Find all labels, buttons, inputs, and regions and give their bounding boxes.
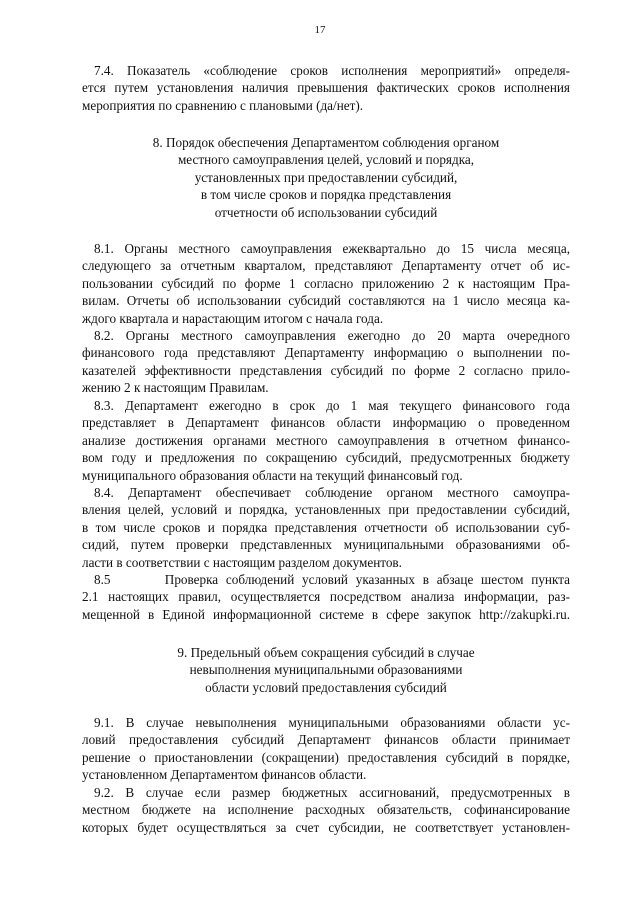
text-line: вления целей, условий и порядка, установленных при предоставлении субсидий, <box>82 502 570 518</box>
page-number: 17 <box>314 24 326 36</box>
text-line: ласти в соответствии с настоящим разделом документов. <box>82 554 402 570</box>
text-line: решение о приостановлении (сокращении) предоставления субсидий в порядке, <box>82 749 570 765</box>
heading-line: области условий предоставления субсидий <box>205 679 447 695</box>
paragraph-9-2 <box>82 784 570 836</box>
paragraph-8-5 <box>82 571 570 623</box>
text-line: которых будет осуществляться за счет субсидии, не соответствует установлен- <box>82 819 570 835</box>
text-line: финансового года представляют Департаменту информацию о выполнении по- <box>82 345 570 361</box>
text-line: в том числе сроков и порядка представления отчетности об использовании суб- <box>82 519 570 535</box>
paragraph-8-3 <box>82 397 570 484</box>
text-line: мещенной в Единой информационной системе в сфере закупок http://zakupki.ru. <box>82 606 570 622</box>
text-line: муниципального образования области на текущий финансовый год. <box>82 467 463 483</box>
text-line: ждого квартала и нарастающим итогом с начала года. <box>82 310 384 326</box>
text-line: установленном Департаментом финансов области. <box>82 767 367 783</box>
paragraph-9-1 <box>82 714 570 784</box>
heading-line: 9. Предельный объем сокращения субсидий в случае <box>177 645 475 660</box>
heading-line: местного самоуправления целей, условий и порядка, <box>177 152 475 168</box>
text-line: 9.1. В случае невыполнения муниципальными образованиями области ус- <box>94 715 570 730</box>
text-line: 8.4. Департамент обеспечивает соблюдение органом местного самоупра- <box>94 485 570 500</box>
section-9-heading <box>82 644 570 696</box>
text-line: 8.1. Органы местного самоуправления ежеквартально до 15 числа месяца, <box>94 241 570 256</box>
paragraph-8-4 <box>82 484 570 571</box>
text-line: мероприятия по сравнению с плановыми (да/нет). <box>82 97 364 113</box>
heading-line: 8. Порядок обеспечения Департаментом соблюдения органом <box>152 135 500 150</box>
text-line: 9.2. В случае если размер бюджетных ассигнований, предусмотренных в <box>94 785 570 800</box>
paragraph-7-4 <box>82 62 570 114</box>
paragraph-8-2 <box>82 327 570 397</box>
text-line: 8.3. Департамент ежегодно в срок до 1 мая текущего финансового года <box>94 398 570 413</box>
heading-line: невыполнения муниципальными образованиями <box>189 662 463 678</box>
text-line: пользовании субсидий по форме 1 согласно приложению 2 к настоящим Пра- <box>82 275 570 291</box>
text-line: 8.5 Проверка соблюдений условий указанных в абзаце шестом пункта <box>94 572 570 587</box>
paragraph-8-1 <box>82 240 570 327</box>
text-line: анализе достижения органами местного самоуправления в отчетном финансо- <box>82 432 570 448</box>
text-line: следующего за отчетным кварталом, представляют Департаменту отчет об ис- <box>82 258 570 274</box>
text-line: представляет в Департамент финансов области информацию о проведенном <box>82 415 570 431</box>
text-line: местном бюджете на исполнение расходных обязательств, софинансирование <box>82 802 570 818</box>
text-line: вом году и предложения по сокращению субсидий, предусмотренных бюджету <box>82 450 570 466</box>
text-line: 7.4. Показатель «соблюдение сроков исполнения мероприятий» определя- <box>94 63 570 78</box>
text-line: ется путем установления наличия превышения фактических сроков исполнения <box>82 80 570 96</box>
text-line: вилам. Отчеты об использовании субсидий составляются на 1 число месяца ка- <box>82 293 570 309</box>
heading-line: отчетности об использовании субсидий <box>214 204 438 220</box>
text-line: 8.2. Органы местного самоуправления ежегодно до 20 марта очередного <box>94 328 570 343</box>
heading-line: в том числе сроков и порядка представления <box>200 187 452 203</box>
heading-line: установленных при предоставлении субсидий, <box>194 169 458 185</box>
section-8-heading <box>82 134 570 221</box>
text-line: казателей эффективности представления субсидий по форме 2 согласно прило- <box>82 362 570 378</box>
text-line: 2.1 настоящих правил, осуществляется посредством анализа информации, раз- <box>82 589 570 605</box>
text-line: ловий предоставления субсидий Департамент финансов области принимает <box>82 732 570 748</box>
text-line: сидий, путем проверки представленных муниципальными образованиями об- <box>82 537 570 553</box>
text-line: жению 2 к настоящим Правилам. <box>82 380 269 396</box>
